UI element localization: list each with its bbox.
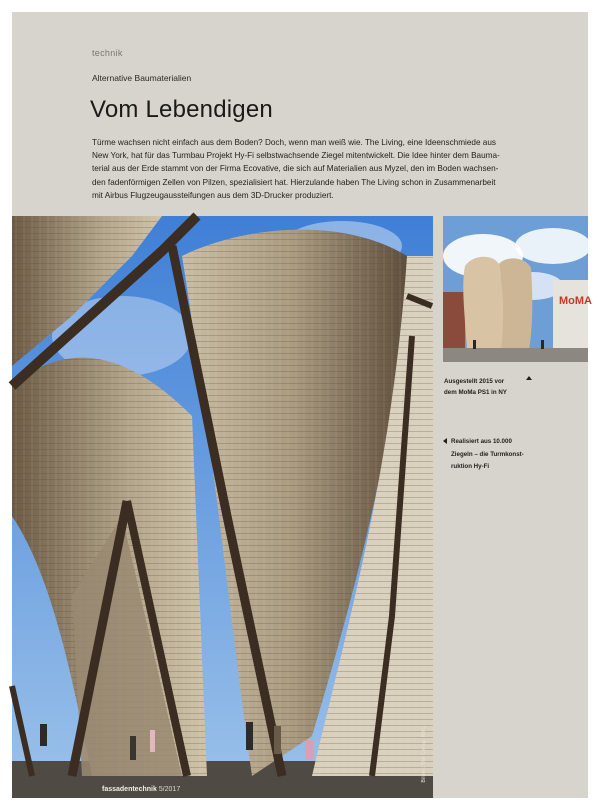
sign-text: MoMA (559, 295, 592, 307)
lead-line: Türme wachsen nicht einfach aus dem Boden? Doch, wenn man weiß wie. The Living, eine Ideenschmiede aus (92, 138, 496, 147)
lead-line: den fadenförmigen Zellen von Pilzen, spezialisiert hat. Hierzulande haben The Living schon in Zusammenarbeit (92, 177, 496, 187)
caption-line: Ausgestellt 2015 vor (444, 378, 505, 385)
photo-credit: Bilder: The Living, NYC (421, 725, 427, 782)
caption-exterior (444, 377, 544, 398)
caption-line: Realisiert aus 10.000 (451, 438, 512, 445)
footer-magazine (102, 786, 180, 793)
hero-photo-tower-interior (12, 216, 433, 798)
lead-line: mit Airbus Flugzeugaussteifungen aus dem 3D-Drucker produziert. (92, 190, 334, 200)
caption-line: Ziegeln – die Turmkonst- (451, 450, 524, 458)
caption-line: ruktion Hy-Fi (451, 463, 490, 470)
caption-line: dem MoMa PS1 in NY (444, 388, 507, 396)
side-photo-illustration (443, 216, 592, 362)
section-label: technik (92, 48, 123, 58)
article-lead (92, 136, 552, 202)
footer-issue: 5/2017 (158, 786, 181, 793)
caption-interior (451, 436, 571, 474)
hero-photo-illustration (12, 216, 433, 798)
triangle-left-icon (443, 438, 447, 444)
lead-line: terial aus der Erde stammt von der Firma Ecovative, die sich auf Materialien aus Myzel, den im Boden wachsen- (92, 164, 499, 174)
footer-magazine-name: fassadentechnik (102, 786, 157, 793)
magazine-page (12, 12, 592, 798)
article-kicker: Alternative Baumaterialien (92, 73, 192, 83)
triangle-up-icon (526, 376, 532, 380)
lead-line: New York, hat für das Turmbau Projekt Hy-Fi selbstwachsende Ziegel mitentwickelt. Die Idee hinter dem Bauma- (92, 151, 500, 161)
side-photo-tower-exterior (443, 216, 592, 362)
article-headline: Vom Lebendigen (90, 96, 273, 123)
